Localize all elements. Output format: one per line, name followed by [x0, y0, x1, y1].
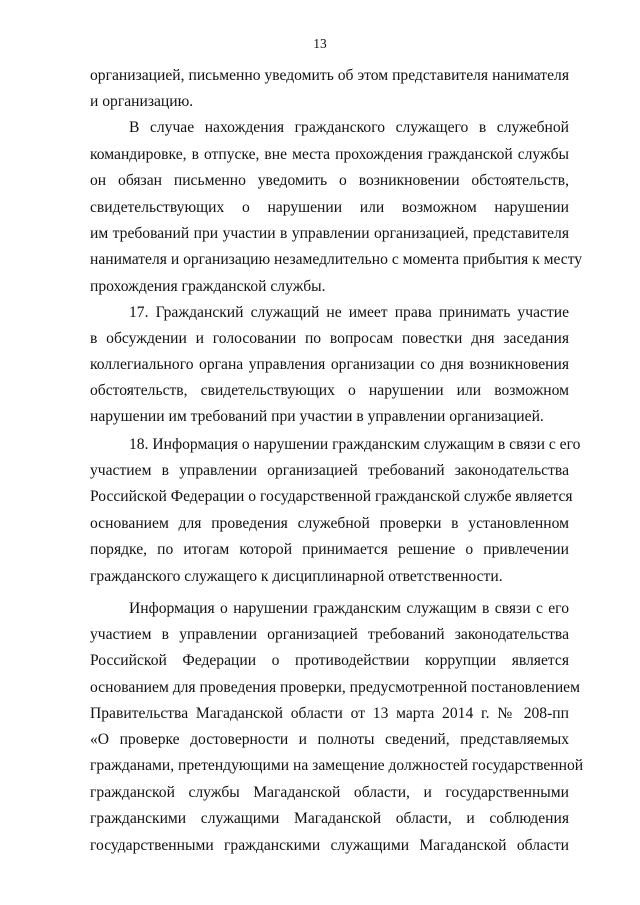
text-line: нарушении им требований при участии в управлении организацией. [90, 408, 544, 425]
text-line: Российской Федерации о противодействии коррупции является [90, 652, 569, 669]
text-line: гражданами, претендующими на замещение должностей государственной [90, 757, 584, 774]
text-line: гражданской службы Магаданской области, и государственными [90, 784, 569, 801]
text-line: основанием для проведения проверки, предусмотренной постановлением [90, 679, 580, 696]
text-line: основанием для проведения служебной проверки в установленном [90, 515, 569, 532]
text-line: он обязан письменно уведомить о возникновении обстоятельств, [90, 172, 569, 189]
text-line: «О проверке достоверности и полноты сведений, представляемых [90, 731, 569, 748]
text-line: порядке, по итогам которой принимается решение о привлечении [90, 541, 569, 558]
text-line: Российской Федерации о государственной гражданской службе является [90, 488, 573, 505]
text-line: прохождения гражданской службы. [90, 278, 326, 295]
text-line: гражданского служащего к дисциплинарной ответственности. [90, 568, 503, 585]
text-line: свидетельствующих о нарушении или возможном нарушении [90, 199, 569, 216]
text-line: государственными гражданскими служащими Магаданской области [90, 837, 569, 854]
text-line: нанимателя и организацию незамедлительно с момента прибытия к месту [90, 251, 583, 268]
text-line: участием в управлении организацией требований законодательства [90, 626, 569, 643]
text-line: и организацию. [90, 93, 194, 110]
text-line: им требований при участии в управлении организацией, представителя [90, 225, 569, 242]
text-line: 18. Информация о нарушении гражданским служащим в связи с его [129, 436, 581, 453]
text-line: В случае нахождения гражданского служащего в служебной [129, 119, 569, 136]
text-line: коллегиального органа управления организации со дня возникновения [90, 356, 569, 373]
text-line: командировке, в отпуске, вне места прохождения гражданской службы [90, 146, 569, 163]
text-line: обстоятельств, свидетельствующих о нарушении или возможном [90, 382, 569, 399]
text-line: участием в управлении организацией требований законодательства [90, 462, 569, 479]
text-line: Информация о нарушении гражданским служащим в связи с его [129, 600, 569, 617]
text-line: Правительства Магаданской области от 13 марта 2014 г. № 208-пп [90, 705, 569, 722]
text-line: 17. Гражданский служащий не имеет права принимать участие [129, 304, 569, 321]
page-number: 13 [313, 36, 327, 51]
text-line: в обсуждении и голосовании по вопросам повестки дня заседания [90, 330, 569, 347]
text-line: организацией, письменно уведомить об этом представителя нанимателя [90, 67, 569, 84]
text-line: гражданскими служащими Магаданской области, и соблюдения [90, 810, 569, 827]
